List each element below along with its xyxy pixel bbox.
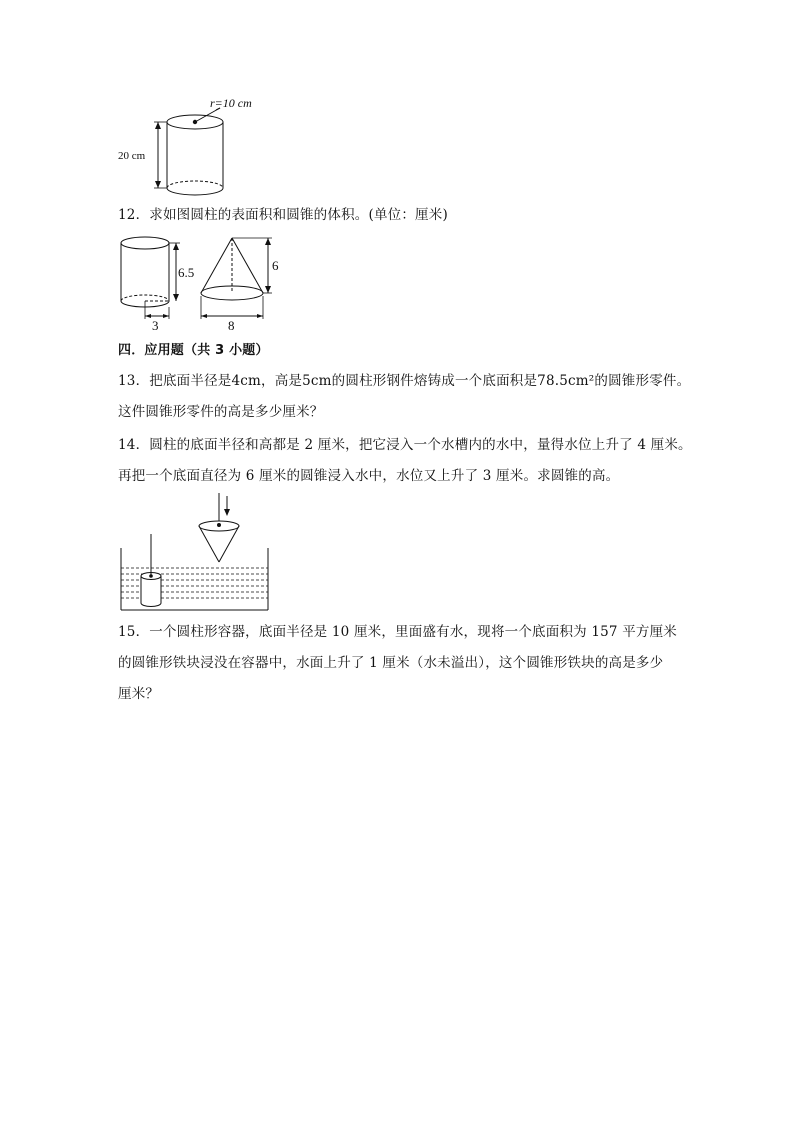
cylinder-cone-figure (110, 230, 300, 334)
cylinder-radius-label: 3 (152, 318, 159, 333)
section-title: 四．应用题（共 3 小题） (118, 343, 269, 358)
question-14-line-2: 再把一个底面直径为 6 厘米的圆锥浸入水中，水位又上升了 3 厘米。求圆锥的高。 (118, 468, 620, 484)
cone-height-label: 6 (272, 258, 279, 273)
cylinder-figure (110, 92, 290, 200)
question-13-line-2: 这件圆锥形零件的高是多少厘米？ (118, 404, 324, 420)
question-15-line-1: 15．一个圆柱形容器，底面半径是 10 厘米，里面盛有水，现将一个底面积为 157 平方厘米 (118, 624, 677, 640)
question-14-line-1: 14．圆柱的底面半径和高都是 2 厘米，把它浸入一个水槽内的水中，量得水位上升了 4 厘米。 (118, 437, 692, 453)
cylinder-height-label: 6.5 (178, 265, 195, 280)
water-tank-figure (115, 490, 275, 614)
question-15-line-3: 厘米？ (118, 686, 160, 702)
cone-diameter-label: 8 (228, 318, 235, 333)
question-12: 12．求如图圆柱的表面积和圆锥的体积。(单位：厘米) (118, 207, 448, 223)
question-15-line-2: 的圆锥形铁块浸没在容器中，水面上升了 1 厘米（水未溢出），这个圆锥形铁块的高是多少 (118, 655, 664, 671)
radius-label: r=10 cm (210, 96, 252, 110)
height-label: 20 cm (118, 150, 146, 162)
question-13-line-1: 13．把底面半径是4cm，高是5cm的圆柱形钢件熔铸成一个底面积是78.5cm²的圆锥形零件。 (118, 373, 691, 389)
